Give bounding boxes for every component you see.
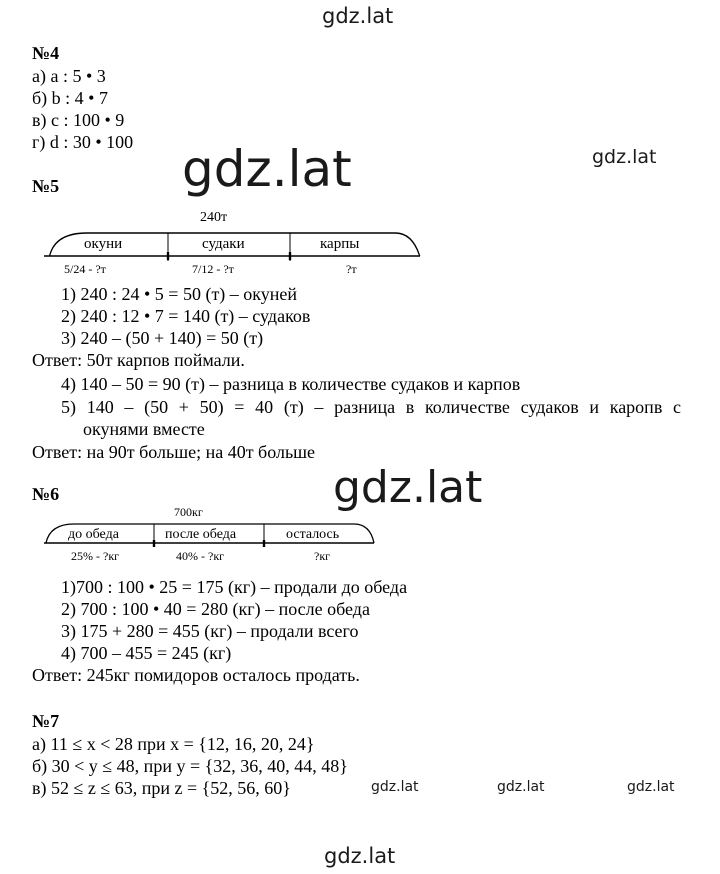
task7-line-c: в) 52 ≤ z ≤ 63, при z = {52, 56, 60} bbox=[32, 778, 291, 798]
task4-line-a: а) a : 5 • 3 bbox=[32, 66, 106, 86]
task6-segment-diagram bbox=[44, 505, 384, 565]
task5-answer-1: Ответ: 50т карпов поймали. bbox=[32, 350, 245, 370]
task5-sublabel-3: ?т bbox=[346, 262, 357, 276]
task4-title: №4 bbox=[32, 43, 60, 63]
task6-title: №6 bbox=[32, 484, 60, 504]
task6-segment-label-3: осталось bbox=[286, 527, 340, 542]
task5-segment-label-2: судаки bbox=[202, 236, 245, 252]
watermark-small-2: gdz.lat bbox=[497, 779, 545, 795]
task5-segment-diagram bbox=[44, 208, 424, 278]
task6-step-3: 3) 175 + 280 = 455 (кг) – продали всего bbox=[61, 621, 359, 641]
watermark-side: gdz.lat bbox=[592, 146, 657, 168]
task4-line-d: г) d : 30 • 100 bbox=[32, 132, 134, 152]
task6-segment-label-2: после обеда bbox=[165, 527, 237, 542]
task5-total-label: 240т bbox=[200, 210, 228, 225]
task5-step-1: 1) 240 : 24 • 5 = 50 (т) – окуней bbox=[61, 284, 298, 304]
task5-step-2: 2) 240 : 12 • 7 = 140 (т) – судаков bbox=[61, 306, 311, 326]
task6-step-1: 1)700 : 100 • 25 = 175 (кг) – продали до обеда bbox=[61, 577, 408, 597]
task5-title: №5 bbox=[32, 176, 60, 196]
task6-segment-label-1: до обеда bbox=[68, 527, 119, 542]
task7-line-b: б) 30 < y ≤ 48, при y = {32, 36, 40, 44, 48} bbox=[32, 756, 348, 776]
task5-step-3: 3) 240 – (50 + 140) = 50 (т) bbox=[61, 328, 264, 348]
watermark-small-3: gdz.lat bbox=[627, 779, 675, 795]
task7-line-a: а) 11 ≤ x < 28 при x = {12, 16, 20, 24} bbox=[32, 734, 315, 754]
task6-answer: Ответ: 245кг помидоров осталось продать. bbox=[32, 665, 360, 685]
task6-sublabel-2: 40% - ?кг bbox=[176, 549, 225, 563]
watermark-small-1: gdz.lat bbox=[371, 779, 419, 795]
task6-total-label: 700кг bbox=[174, 505, 203, 519]
task6-sublabel-1: 25% - ?кг bbox=[71, 549, 120, 563]
task6-step-2: 2) 700 : 100 • 40 = 280 (кг) – после обеда bbox=[61, 599, 370, 619]
task4-line-c: в) c : 100 • 9 bbox=[32, 110, 125, 130]
task4-line-b: б) b : 4 • 7 bbox=[32, 88, 108, 108]
task6-sublabel-3: ?кг bbox=[314, 549, 331, 563]
task7-title: №7 bbox=[32, 711, 60, 731]
task5-answer-2: Ответ: на 90т больше; на 40т больше bbox=[32, 442, 316, 462]
task5-segment-label-3: карпы bbox=[320, 236, 360, 252]
watermark-top: gdz.lat bbox=[322, 4, 394, 28]
task5-step-4: 4) 140 – 50 = 90 (т) – разница в количестве судаков и карпов bbox=[61, 374, 521, 394]
task5-step-5-line-1: 5) 140 – (50 + 50) = 40 (т) – разница в количестве судаков и каропв с bbox=[61, 397, 681, 417]
task5-sublabel-2: 7/12 - ?т bbox=[192, 262, 234, 276]
watermark-large-1: gdz.lat bbox=[182, 140, 352, 198]
task5-step-5 bbox=[61, 397, 681, 417]
task6-step-4: 4) 700 – 455 = 245 (кг) bbox=[61, 643, 232, 663]
task5-step-5-line-2: окунями вместе bbox=[83, 419, 205, 439]
watermark-large-2: gdz.lat bbox=[333, 462, 483, 513]
task5-sublabel-1: 5/24 - ?т bbox=[64, 262, 106, 276]
watermark-bottom: gdz.lat bbox=[324, 844, 396, 868]
task5-segment-label-1: окуни bbox=[84, 236, 123, 252]
